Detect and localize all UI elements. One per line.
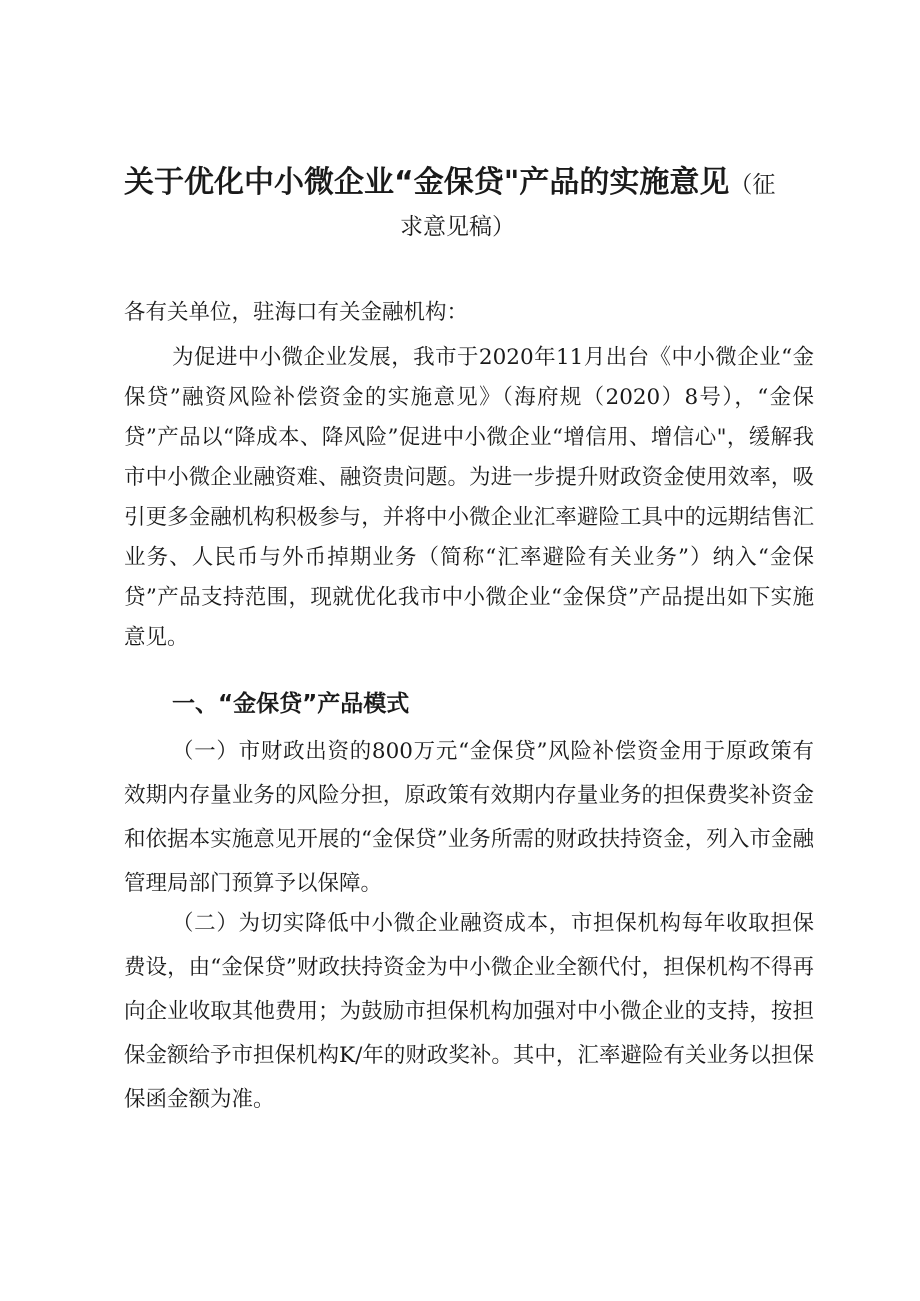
section-1-item-1: （一）市财政出资的800万元“金保贷”风险补偿资金用于原政策有效期内存量业务的风险分担，原政策有效期内存量业务的担保费奖补资金和依据本实施意见开展的“金保贷”业务所需的财政扶持资金，列入市金融管理局部门预算予以保障。 [124,739,814,896]
salutation: 各有关单位，驻海口有关金融机构： [124,300,469,325]
document-title [124,160,824,208]
document-title-main: 关于优化中小微企业“金保贷"产品的实施意见 [124,165,730,200]
document-title-suffix: （征 [729,172,776,198]
section-1-item-2: （二）为切实降低中小微企业融资成本，市担保机构每年收取担保费设，由“金保贷”财政扶持资金为中小微企业全额代付，担保机构不得再向企业收取其他费用；为鼓励市担保机构加强对中小微企业的支持，按担保金额给予市担保机构K/年的财政奖补。其中，汇率避险有关业务以担保保函金额为准。 [124,911,814,1112]
section-heading-1: 一、“金保贷”产品模式 [172,691,410,717]
document-title-continuation: 求意见稿） [400,214,515,240]
intro-paragraph: 为促进中小微企业发展，我市于2020年11月出台《中小微企业“金保贷”融资风险补偿资金的实施意见》（海府规（2020）8号），“金保贷”产品以“降成本、降风险”促进中小微企业“增信用、增信心"，缓解我市中小微企业融资难、融资贵问题。为进一步提升财政资金使用效率，吸引更多金融机构积极参与，并将中小微企业汇率避险工具中的远期结售汇业务、人民币与外币掉期业务（简称“汇率避险有关业务”）纳入“金保贷”产品支持范围，现就优化我市中小微企业“金保贷”产品提出如下实施意见。 [124,345,814,650]
